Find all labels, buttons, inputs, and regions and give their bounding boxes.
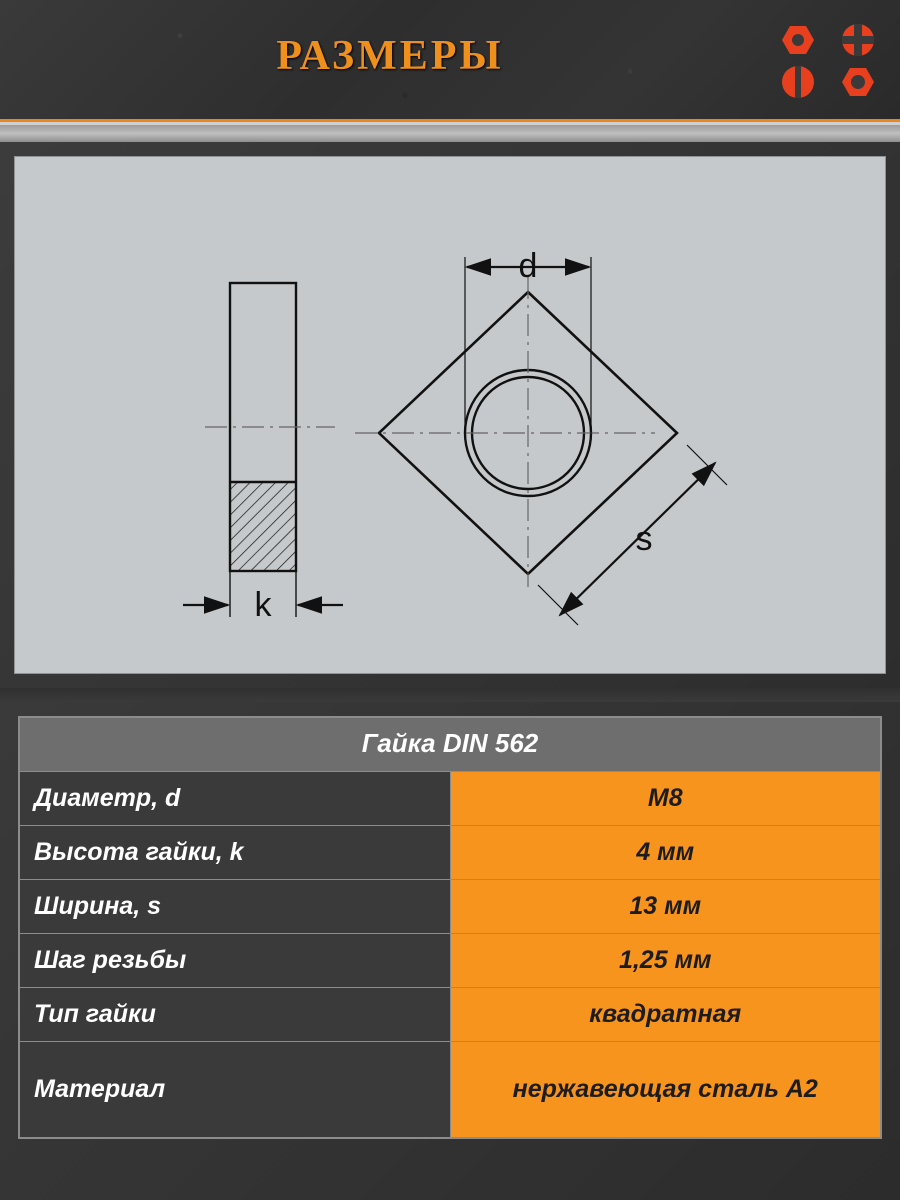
row-label-diameter: Диаметр, d	[19, 772, 450, 826]
dimension-label-s: s	[635, 520, 653, 558]
table-row	[19, 988, 881, 1042]
hex-nut-icon	[782, 26, 814, 54]
header-divider-strip	[0, 125, 900, 142]
row-value-nut-type: квадратная	[450, 988, 881, 1042]
row-label-height: Высота гайки, k	[19, 826, 450, 880]
technical-drawing-panel	[14, 156, 886, 674]
row-value-height: 4 мм	[450, 826, 881, 880]
table-caption-row	[19, 717, 881, 772]
row-label-thread-pitch: Шаг резьбы	[19, 934, 450, 988]
dimension-label-d: d	[518, 247, 538, 285]
row-label-nut-type: Тип гайки	[19, 988, 450, 1042]
side-section-view	[183, 283, 343, 624]
row-label-width: Ширина, s	[19, 880, 450, 934]
square-nut-top-view	[355, 247, 727, 625]
page-title: РАЗМЕРЫ	[276, 33, 504, 79]
table-row	[19, 934, 881, 988]
table-caption: Гайка DIN 562	[19, 717, 881, 772]
spec-table-panel	[0, 702, 900, 1200]
table-row	[19, 826, 881, 880]
dimension-label-k: k	[254, 586, 272, 624]
hex-ring-icon	[842, 68, 874, 96]
row-value-material: нержавеющая сталь А2	[450, 1042, 881, 1138]
panel-gap	[0, 688, 900, 702]
drawing-panel-frame	[0, 142, 900, 688]
row-value-diameter: M8	[450, 772, 881, 826]
nut-dimension-drawing	[15, 157, 887, 675]
table-row	[19, 880, 881, 934]
page-header	[0, 0, 900, 122]
row-value-width: 13 мм	[450, 880, 881, 934]
half-washer-icon	[782, 66, 814, 98]
spec-table	[18, 716, 882, 1139]
bolt-head-icon	[842, 24, 874, 56]
brand-logo	[776, 22, 886, 102]
table-row	[19, 1042, 881, 1138]
table-row	[19, 772, 881, 826]
row-label-material: Материал	[19, 1042, 450, 1138]
row-value-thread-pitch: 1,25 мм	[450, 934, 881, 988]
